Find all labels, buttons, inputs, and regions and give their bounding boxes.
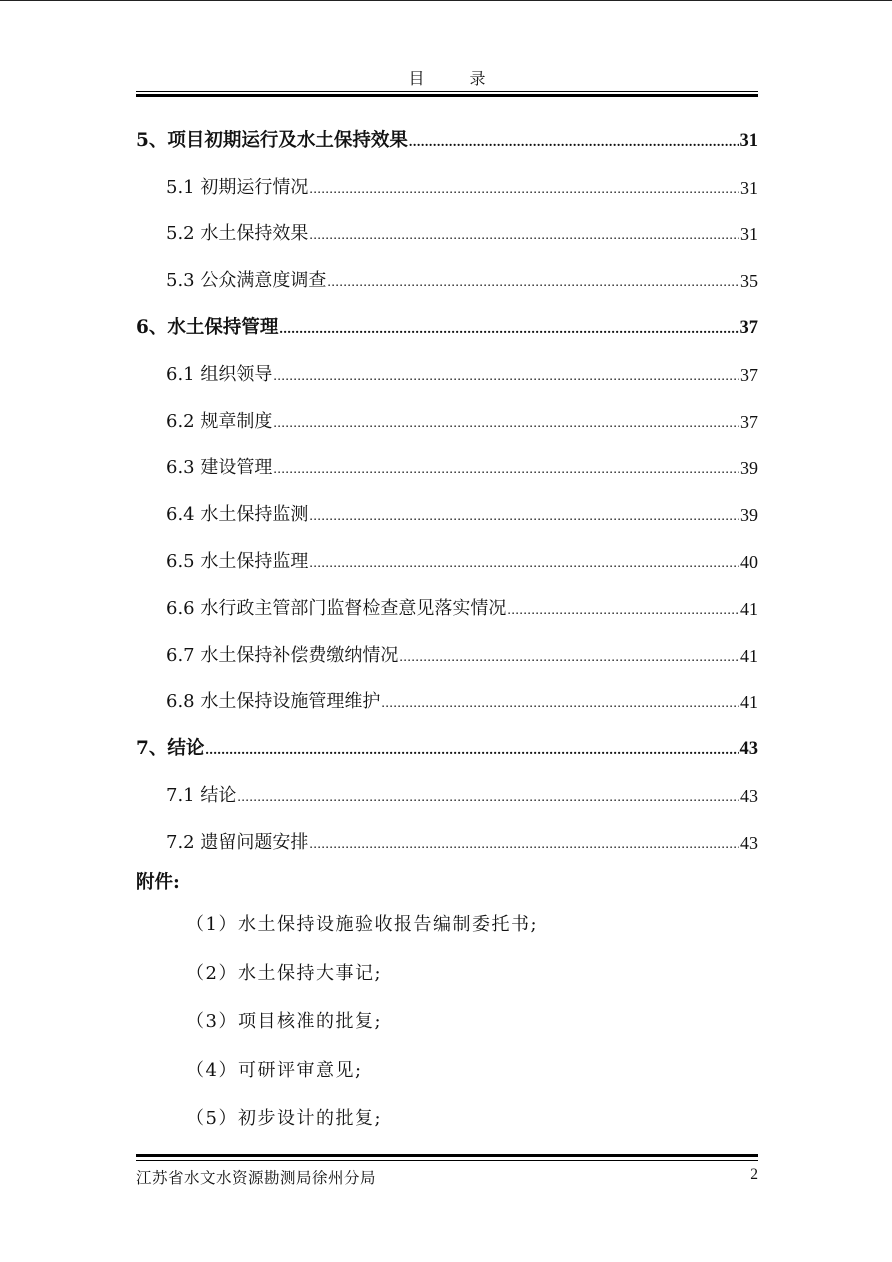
toc-entry-label: 5.1 初期运行情况	[166, 176, 309, 198]
toc-entry-page: 41	[740, 645, 758, 666]
toc-dot-leader	[327, 274, 739, 292]
toc-entry-page: 39	[740, 505, 758, 526]
toc-dot-leader	[309, 836, 739, 854]
toc-dot-leader	[273, 368, 739, 386]
toc-entry[interactable]	[136, 535, 758, 582]
toc-dot-leader	[279, 321, 738, 339]
toc-dot-leader	[237, 789, 739, 807]
toc-entry[interactable]	[136, 676, 758, 723]
appendix-item: （3）项目核准的批复;	[186, 1011, 383, 1033]
toc-dot-leader	[399, 649, 739, 667]
toc-dot-leader	[309, 181, 739, 199]
toc-entry-label: 6.3 建设管理	[166, 457, 273, 479]
toc-entry-page: 43	[740, 785, 758, 806]
toc-entry[interactable]	[136, 442, 758, 489]
toc-entry[interactable]	[136, 488, 758, 535]
toc-entry-page: 43	[740, 832, 758, 853]
toc-entry[interactable]	[136, 395, 758, 442]
toc-entry-label: 6、水土保持管理	[136, 316, 279, 338]
footer-organization: 江苏省水文水资源勘测局徐州分局	[136, 1169, 377, 1187]
toc-dot-leader	[273, 415, 739, 433]
page-header-title: 目 录	[408, 69, 506, 88]
toc-entry-page: 35	[740, 271, 758, 292]
appendix-item: （5）初步设计的批复;	[186, 1108, 383, 1130]
toc-dot-leader	[205, 742, 738, 760]
toc-entry-label: 5、项目初期运行及水土保持效果	[136, 129, 408, 151]
toc-entry[interactable]	[136, 161, 758, 208]
footer-page-number: 2	[750, 1166, 758, 1183]
toc-dot-leader	[309, 555, 739, 573]
toc-entry-label: 5.2 水土保持效果	[166, 223, 309, 245]
toc-entry-label: 6.5 水土保持监理	[166, 550, 309, 572]
toc-entry-page: 37	[739, 317, 758, 338]
toc-entry-label: 7.1 结论	[166, 784, 237, 806]
toc-entry[interactable]	[136, 816, 758, 863]
toc-entry-label: 7、结论	[136, 738, 205, 760]
toc-entry[interactable]	[136, 348, 758, 395]
appendix-title: 附件:	[136, 872, 180, 893]
toc-entry-label: 5.3 公众满意度调查	[166, 270, 327, 292]
toc-entry-page: 40	[740, 551, 758, 572]
appendix-item: （4）可研评审意见;	[186, 1059, 363, 1081]
toc-dot-leader	[273, 461, 739, 479]
toc-entry[interactable]	[136, 254, 758, 301]
toc-dot-leader	[409, 134, 739, 152]
appendix-item: （1）水土保持设施验收报告编制委托书;	[186, 914, 539, 935]
appendix-list	[186, 912, 538, 1155]
toc-entry[interactable]	[136, 114, 758, 161]
toc-entry[interactable]	[136, 722, 758, 769]
toc-entry-page: 41	[740, 598, 758, 619]
toc-entry[interactable]	[136, 208, 758, 255]
header-rule-thick	[136, 94, 758, 97]
toc-entry-page: 31	[740, 224, 758, 245]
toc-dot-leader	[381, 695, 739, 713]
toc-entry-page: 37	[740, 411, 758, 432]
toc-dot-leader	[309, 227, 739, 245]
toc-entry-label: 6.1 组织领导	[166, 363, 273, 385]
header-rule-thin	[136, 91, 758, 92]
appendix-item: （2）水土保持大事记;	[186, 962, 383, 984]
toc-entry-label: 7.2 遗留问题安排	[166, 831, 309, 853]
toc-dot-leader	[309, 508, 739, 526]
table-of-contents	[136, 114, 758, 863]
toc-entry[interactable]	[136, 769, 758, 816]
toc-entry-page: 31	[739, 130, 758, 151]
footer-rule-thin	[136, 1160, 758, 1161]
toc-entry-label: 6.4 水土保持监测	[166, 504, 309, 526]
toc-entry-page: 41	[740, 692, 758, 713]
page-top-border	[0, 0, 892, 1]
toc-entry[interactable]	[136, 629, 758, 676]
toc-entry-label: 6.7 水土保持补偿费缴纳情况	[166, 644, 399, 666]
footer-rule-thick	[136, 1154, 758, 1157]
toc-entry-label: 6.2 规章制度	[166, 410, 273, 432]
toc-entry-page: 43	[739, 739, 758, 760]
toc-entry[interactable]	[136, 301, 758, 348]
toc-dot-leader	[507, 602, 739, 620]
toc-entry-page: 39	[740, 458, 758, 479]
toc-entry-page: 37	[740, 364, 758, 385]
toc-entry[interactable]	[136, 582, 758, 629]
toc-entry-label: 6.8 水土保持设施管理维护	[166, 691, 381, 713]
toc-entry-page: 31	[740, 177, 758, 198]
toc-entry-label: 6.6 水行政主管部门监督检查意见落实情况	[166, 597, 507, 619]
